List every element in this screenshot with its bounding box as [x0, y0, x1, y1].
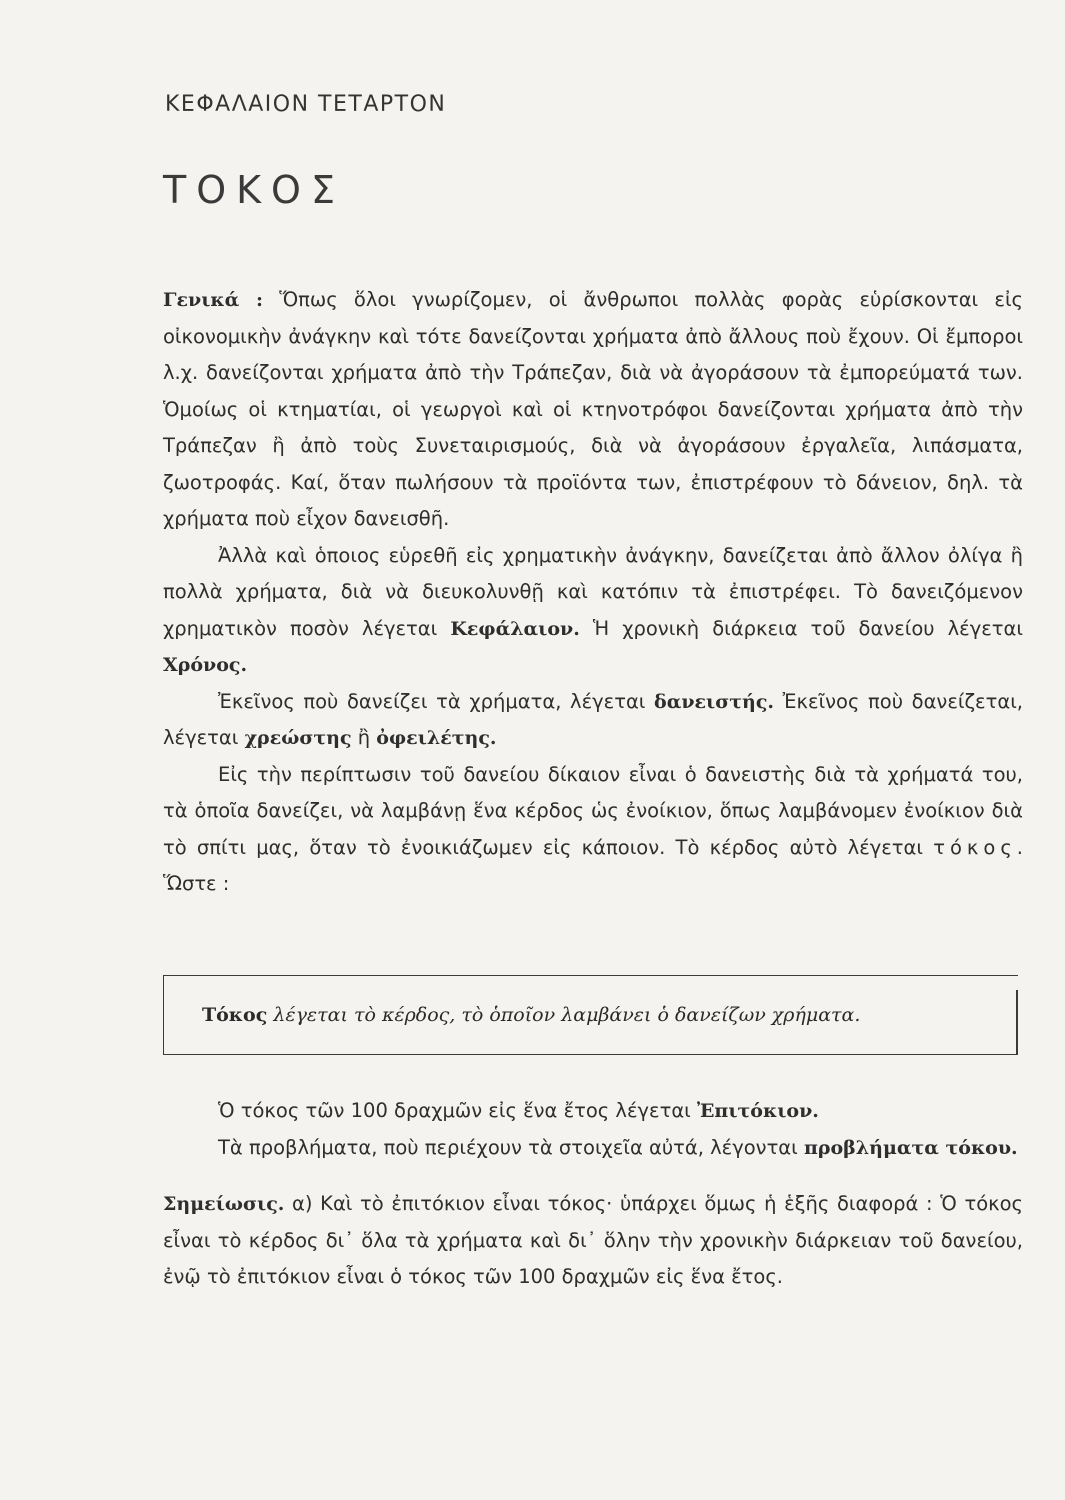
main-text: [163, 282, 1023, 903]
term-time: Χρόνος.: [163, 654, 248, 676]
paragraph-text: Ἐκεῖνος ποὺ δανείζει τὰ χρήματα, λέγεται: [218, 689, 655, 713]
paragraph-text: Τὰ προβλήματα, ποὺ περιέχουν τὰ στοιχεῖα αὐτά, λέγονται: [218, 1135, 804, 1159]
paragraph-rate: [163, 1093, 1023, 1130]
main-text-continued: [163, 1093, 1023, 1296]
chapter-heading: ΚΕΦΑΛΑΙΟΝ ΤΕΤΑΡΤΟΝ: [165, 92, 447, 117]
paragraph-text: . Ὥστε :: [163, 835, 1023, 895]
paragraph-interest: [163, 757, 1023, 903]
term-obligor: ὀφειλέτης.: [376, 727, 497, 749]
note-lead: Σημείωσις.: [163, 1193, 285, 1215]
paragraph-text: Ἀλλὰ καὶ ὁποιος εὑρεθῆ εἰς χρηματικὴν ἀνάγκην, δανείζεται ἀπὸ ἄλλον ὀλίγα ἢ πολλὰ χρήματα, διὰ νὰ διευκολυνθῇ καὶ κατόπιν τὰ ἐπιστρέφει. Τὸ δανειζόμενον χρηματικὸν ποσὸν λέγεται: [163, 543, 1023, 640]
paragraph-lead: Γενικά :: [163, 289, 263, 311]
paragraph-text: ἢ: [351, 726, 377, 749]
paragraph-text: Ὁ τόκος τῶν 100 δραχμῶν εἰς ἕνα ἔτος λέγεται: [218, 1099, 697, 1122]
term-interest-spaced: τόκος: [933, 835, 1017, 859]
paragraph-note: [163, 1186, 1023, 1296]
definition-text: λέγεται τὸ κέρδος, τὸ ὁποῖον λαμβάνει ὁ δανείζων χρήματα.: [267, 1004, 861, 1026]
term-rate: Ἐπιτόκιον.: [696, 1100, 819, 1122]
paragraph-capital: [163, 538, 1023, 684]
paragraph-general: [163, 282, 1023, 538]
term-problems: προβλήματα τόκου.: [803, 1136, 1018, 1159]
paragraph-text: α) Καὶ τὸ ἐπιτόκιον εἶναι τόκος· ὑπάρχει ὅμως ἡ ἑξῆς διαφορά : Ὁ τόκος εἶναι τὸ κέρδος δι᾽ ὅλα τὰ χρήματα καὶ δι᾽ ὅλην τὴν χρονικὴν διάρκειαν τοῦ δανείου, ἐνῷ τὸ ἐπιτόκιον εἶναι ὁ τόκος τῶν 100 δραχμῶν εἰς ἕνα ἔτος.: [163, 1192, 1023, 1288]
paragraph-text: Ἐκεῖνος ποὺ δανείζεται, λέγεται: [163, 689, 1023, 749]
paragraph-problems: [163, 1130, 1023, 1167]
paragraph-lender: [163, 684, 1023, 757]
term-debtor: χρεώστης: [244, 727, 352, 749]
definition-term: Τόκος: [202, 1004, 268, 1026]
term-lender: δανειστής.: [654, 690, 775, 713]
term-capital: Κεφάλαιον.: [450, 617, 580, 640]
page-title: ΤΟΚΟΣ: [163, 168, 345, 212]
definition-box: [163, 975, 1018, 1055]
paragraph-text: Εἰς τὴν περίπτωσιν τοῦ δανείου δίκαιον εἶναι ὁ δανειστὴς διὰ τὰ χρήματά του, τὰ ὁποῖα δανείζει, νὰ λαμβάνῃ ἕνα κέρδος ὡς ἐνοίκιον, ὅπως λαμβάνομεν ἐνοίκιον διὰ τὸ σπίτι μας, ὅταν τὸ ἐνοικιάζωμεν εἰς κάποιον. Τὸ κέρδος αὐτὸ λέγεται: [163, 762, 1023, 859]
paragraph-text: Ὅπως ὅλοι γνωρίζομεν, οἱ ἄνθρωποι πολλὰς φορὰς εὑρίσκονται εἰς οἰκονομικὴν ἀνάγκην καὶ τότε δανείζονται χρήματα ἀπὸ ἄλλους ποὺ ἔχουν. Οἱ ἔμποροι λ.χ. δανείζονται χρήματα ἀπὸ τὴν Τράπεζαν, διὰ νὰ ἀγοράσουν τὰ ἐμπορεύματά των. Ὁμοίως οἱ κτηματίαι, οἱ γεωργοὶ καὶ οἱ κτηνοτρόφοι δανείζονται χρήματα ἀπὸ τὴν Τράπεζαν ἢ ἀπὸ τοὺς Συνεταιρισμούς, διὰ νὰ ἀγοράσουν ἐργαλεῖα, λιπάσματα, ζωοτροφάς. Καί, ὅταν πωλήσουν τὰ προϊόντα των, ἐπιστρέφουν τὸ δάνειον, δηλ. τὰ χρήματα ποὺ εἶχον δανεισθῆ.: [163, 288, 1023, 530]
definition-box-border: [1016, 990, 1018, 1055]
paragraph-text: Ἡ χρονικὴ διάρκεια τοῦ δανείου λέγεται: [579, 616, 1023, 640]
